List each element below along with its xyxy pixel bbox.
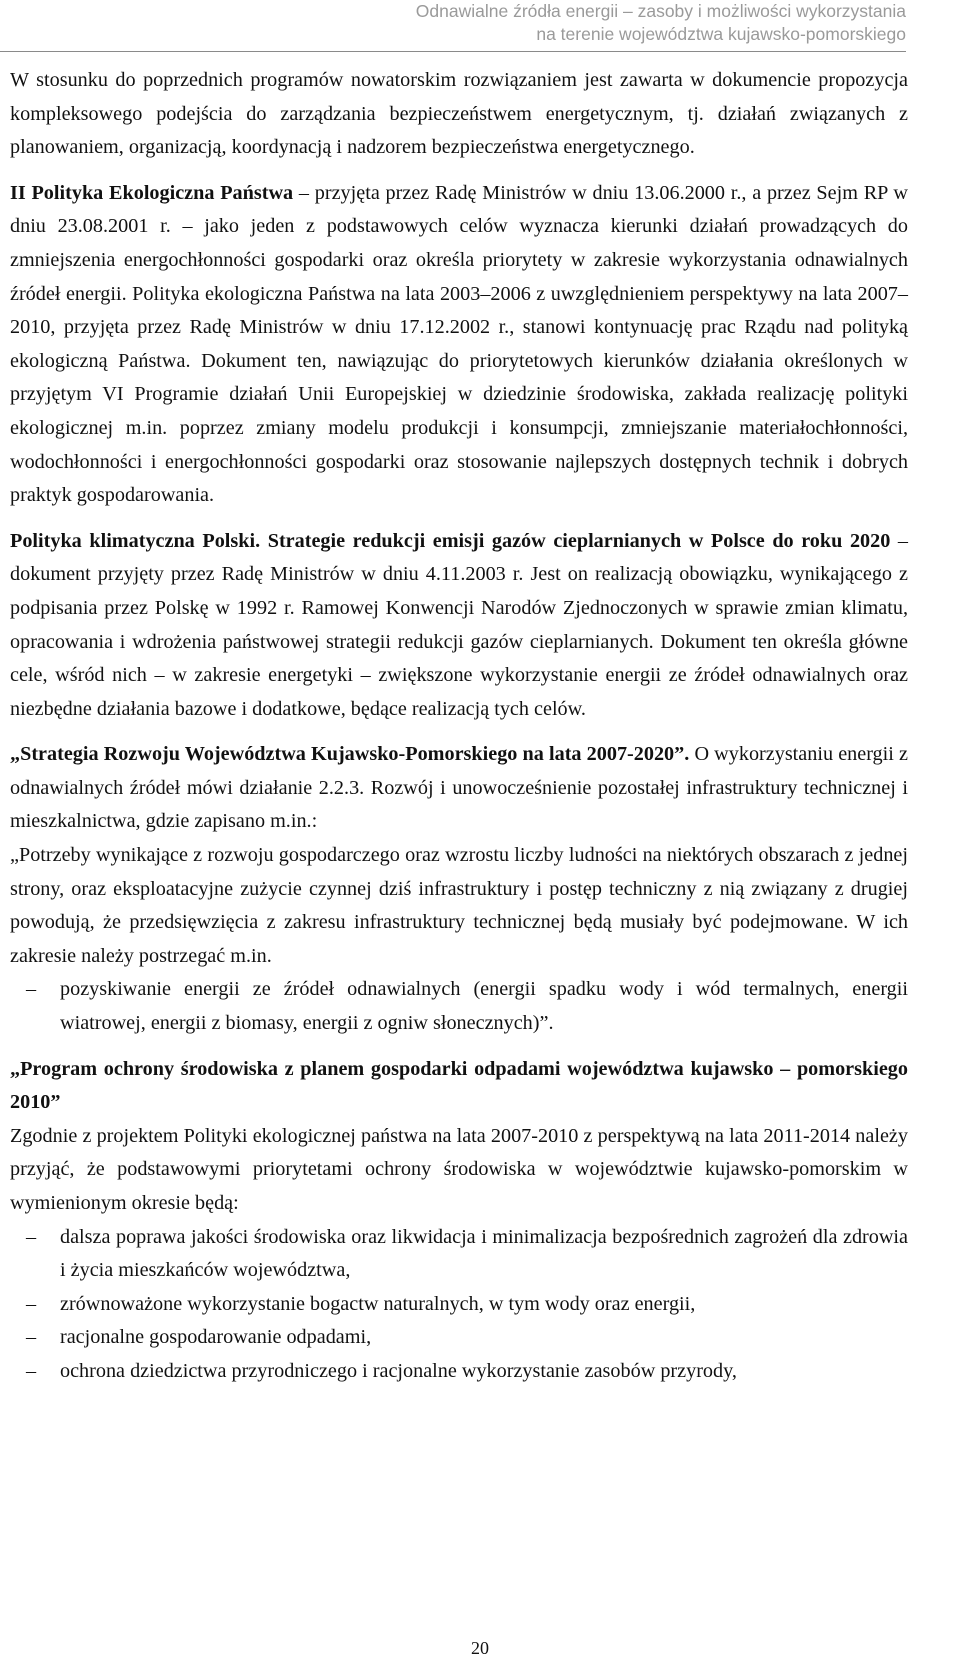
paragraph-intro: W stosunku do poprzednich programów nowatorskim rozwiązaniem jest zawarta w dokumencie propozycja kompleksowego podejścia do zarządzania bezpieczeństwem energetycznym, tj. działań związanych z planowaniem, organizacją, koordynacją i nadzorem bezpieczeństwa energetycznego. (10, 69, 908, 159)
list-item: – zrównoważone wykorzystanie bogactw naturalnych, w tym wody oraz energii, (10, 1288, 908, 1322)
heading-strategia: „Strategia Rozwoju Województwa Kujawsko-Pomorskiego na lata 2007-2020”. (10, 743, 690, 766)
heading-program-ochrony (10, 1053, 908, 1120)
heading-polityka-klimatyczna: Polityka klimatyczna Polski. Strategie redukcji emisji gazów cieplarnianych w Polsce do roku 2020 (10, 529, 891, 552)
page-number: 20 (471, 1638, 489, 1658)
header-rule (0, 51, 906, 52)
paragraph-quote: „Potrzeby wynikające z rozwoju gospodarczego oraz wzrostu liczby ludności na niektórych obszarach z jednej strony, oraz eksploatacyjne zużycie czynnej dziś infrastruktury i postęp techniczny z nią związany z drugiej powodują, że przedsięwzięcia z zakresu infrastruktury technicznej będą musiały być podejmowane. W ich zakresie należy postrzegać m.in. (10, 844, 908, 967)
list-item: – ochrona dziedzictwa przyrodniczego i racjonalne wykorzystanie zasobów przyrody, (10, 1355, 908, 1389)
quote-list (10, 973, 908, 1040)
running-header (0, 0, 960, 52)
list-item: – racjonalne gospodarowanie odpadami, (10, 1321, 908, 1355)
paragraph-polityka-ekologiczna-text: – przyjęta przez Radę Ministrów w dniu 13.06.2000 r., a przez Sejm RP w dniu 23.08.2001 r. – jako jeden z podstawowych celów wyznacza kierunki działań prowadzących do zmniejszenia energochłonności gospodarki oraz określa priorytety w zakresie wykorzystania odnawialnych źródeł energii. Polityka ekologiczna Państwa na lata 2003–2006 z uwzględnieniem perspektywy na lata 2007–2010, przyjęta przez Radę Ministrów w dniu 17.12.2002 r., stanowi kontynuację prac Rządu nad polityką ekologiczną Państwa. Dokument ten, nawiązując do priorytetowych kierunków działania określonych w przyjętym VI Programie działań Unii Europejskiej w dziedzinie środowiska, zakłada realizację polityki ekologicznej m.in. poprzez zmiany modelu produkcji i konsumpcji, zmniejszanie materiałochłonności, wodochłonności i energochłonności gospodarki oraz stosowanie najlepszych dostępnych technik i dobrych praktyk gospodarowania. (10, 181, 908, 507)
header-title-line2: na terenie województwa kujawsko-pomorskiego (536, 24, 906, 44)
list-item: – dalsza poprawa jakości środowiska oraz likwidacja i minimalizacja bezpośrednich zagrożeń dla zdrowia i życia mieszkańców województwa, (10, 1221, 908, 1288)
paragraph-strategia (10, 738, 908, 839)
priorities-list (10, 1221, 908, 1389)
heading-program-ochrony-text: „Program ochrony środowiska z planem gospodarki odpadami województwa kujawsko – pomorskiego 2010” (10, 1057, 908, 1114)
heading-polityka-ekologiczna: II Polityka Ekologiczna Państwa (10, 181, 294, 204)
paragraph-program-ochrony: Zgodnie z projektem Polityki ekologicznej państwa na lata 2007-2010 z perspektywą na lata 2011-2014 należy przyjąć, że podstawowymi priorytetami ochrony środowiska w województwie kujawsko-pomorskim w wymienionym okresie będą: (10, 1124, 908, 1214)
paragraph-polityka-ekologiczna (10, 177, 908, 513)
list-item: – pozyskiwanie energii ze źródeł odnawialnych (energii spadku wody i wód termalnych, energii wiatrowej, energii z biomasy, energii z ogniw słonecznych)”. (10, 973, 908, 1040)
paragraph-polityka-klimatyczna (10, 525, 908, 727)
paragraph-polityka-klimatyczna-text: – dokument przyjęty przez Radę Ministrów w dniu 4.11.2003 r. Jest on realizacją obowiązku, wynikającego z podpisania przez Polskę w 1992 r. Ramowej Konwencji Narodów Zjednoczonych w sprawie zmian klimatu, opracowania i wdrożenia państwowej strategii redukcji gazów cieplarnianych. Dokument ten określa główne cele, wśród nich – w zakresie energetyki – zwiększone wykorzystanie energii ze źródeł odnawialnych oraz niezbędne działania bazowe i dodatkowe, będące realizacją tych celów. (10, 529, 909, 720)
paragraph-strategia-text: O wykorzystaniu energii z odnawialnych źródeł mówi działanie 2.2.3. Rozwój i unowocześnienie pozostałej infrastruktury technicznej i mieszkalnictwa, gdzie zapisano m.in.: (10, 743, 908, 833)
body-text (10, 64, 908, 1389)
header-title-line1: Odnawialne źródła energii – zasoby i możliwości wykorzystania (415, 1, 906, 21)
